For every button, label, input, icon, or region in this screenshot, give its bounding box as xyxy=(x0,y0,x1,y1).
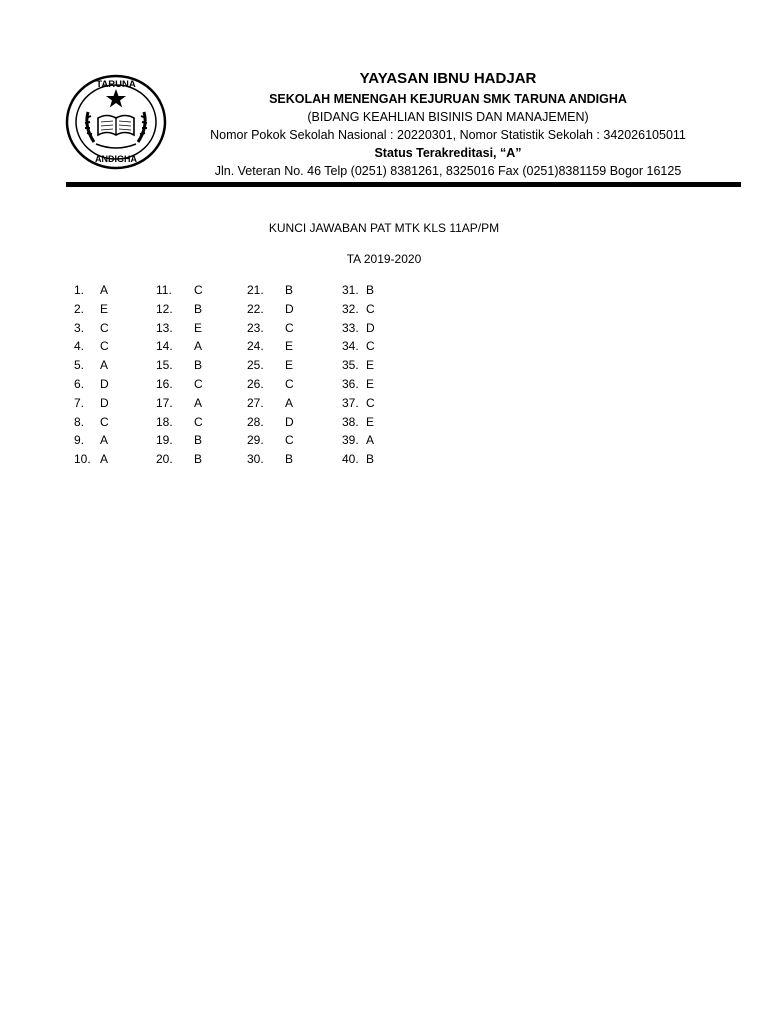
question-number: 7. xyxy=(74,395,85,410)
answer-row xyxy=(74,281,134,300)
answer-row xyxy=(342,394,402,413)
question-number: 16. xyxy=(156,376,173,391)
registration-numbers: Nomor Pokok Sekolah Nasional : 20220301, Nomor Statistik Sekolah : 342026105011 xyxy=(210,128,686,142)
letterhead-divider xyxy=(66,182,741,187)
answer-row xyxy=(74,337,134,356)
question-number: 39. xyxy=(342,433,359,448)
question-number: 38. xyxy=(342,414,359,429)
answer-letter: E xyxy=(285,339,294,354)
question-number: 9. xyxy=(74,433,85,448)
answer-letter: C xyxy=(285,320,294,335)
answer-column xyxy=(74,281,134,469)
question-number: 36. xyxy=(342,376,359,391)
question-number: 12. xyxy=(156,301,173,316)
question-number: 22. xyxy=(247,301,264,316)
answer-row xyxy=(156,300,216,319)
logo-top-text: TARUNA xyxy=(96,79,136,90)
document-title: KUNCI JAWABAN PAT MTK KLS 11AP/PM xyxy=(268,221,500,235)
question-number: 29. xyxy=(247,433,264,448)
question-number: 4. xyxy=(74,339,85,354)
question-number: 15. xyxy=(156,358,173,373)
answer-letter: E xyxy=(100,301,109,316)
expertise-field: (BIDANG KEAHLIAN BISINIS DAN MANAJEMEN) xyxy=(307,110,589,124)
answer-letter: B xyxy=(194,301,203,316)
question-number: 2. xyxy=(74,301,85,316)
answer-letter: C xyxy=(366,301,375,316)
answer-column xyxy=(156,281,216,469)
answer-letter: D xyxy=(100,376,109,391)
answer-letter: C xyxy=(366,339,375,354)
answer-letter: E xyxy=(366,414,375,429)
answer-row xyxy=(247,413,307,432)
answer-letter: B xyxy=(366,283,375,297)
question-number: 20. xyxy=(156,452,173,467)
answer-row xyxy=(247,337,307,356)
answer-row xyxy=(342,450,402,469)
answer-row xyxy=(247,356,307,375)
answer-letter: A xyxy=(100,358,109,373)
answer-row xyxy=(247,319,307,338)
answer-row xyxy=(156,337,216,356)
answer-letter: C xyxy=(366,395,375,410)
question-number: 1. xyxy=(74,283,85,297)
answer-row xyxy=(74,300,134,319)
question-number: 3. xyxy=(74,320,85,335)
question-number: 6. xyxy=(74,376,85,391)
answer-row xyxy=(156,281,216,300)
taruna-andigha-emblem-icon xyxy=(64,72,168,172)
question-number: 5. xyxy=(74,358,85,373)
answer-row xyxy=(342,337,402,356)
answer-letter: E xyxy=(194,320,203,335)
answer-letter: C xyxy=(194,283,203,297)
answer-letter: C xyxy=(194,414,203,429)
answer-row xyxy=(342,356,402,375)
answer-letter: A xyxy=(194,395,203,410)
answer-letter: D xyxy=(366,320,375,335)
answer-column xyxy=(342,281,402,469)
question-number: 27. xyxy=(247,395,264,410)
answer-row xyxy=(247,394,307,413)
answer-letter: C xyxy=(285,433,294,448)
answer-row xyxy=(342,300,402,319)
answer-letter: C xyxy=(194,376,203,391)
answer-row xyxy=(74,431,134,450)
answer-letter: B xyxy=(285,452,294,467)
question-number: 37. xyxy=(342,395,359,410)
answer-key-grid xyxy=(74,281,414,471)
answer-letter: C xyxy=(100,339,109,354)
question-number: 10. xyxy=(74,452,91,467)
answer-row xyxy=(156,356,216,375)
question-number: 33. xyxy=(342,320,359,335)
question-number: 11. xyxy=(156,283,172,297)
school-name: SEKOLAH MENENGAH KEJURUAN SMK TARUNA ANDIGHA xyxy=(269,92,627,106)
answer-letter: E xyxy=(285,358,294,373)
logo-bottom-text: ANDIGHA xyxy=(95,154,137,164)
answer-letter: B xyxy=(285,283,294,297)
answer-row xyxy=(156,375,216,394)
answer-letter: D xyxy=(285,301,294,316)
question-number: 24. xyxy=(247,339,264,354)
question-number: 34. xyxy=(342,339,359,354)
question-number: 40. xyxy=(342,452,359,467)
answer-letter: A xyxy=(100,433,109,448)
question-number: 25. xyxy=(247,358,264,373)
answer-letter: A xyxy=(194,339,203,354)
answer-letter: E xyxy=(366,376,375,391)
answer-letter: B xyxy=(366,452,375,467)
answer-column xyxy=(247,281,307,469)
answer-row xyxy=(74,394,134,413)
academic-year: TA 2019-2020 xyxy=(346,252,422,266)
question-number: 21. xyxy=(247,283,264,297)
question-number: 19. xyxy=(156,433,173,448)
answer-row xyxy=(156,413,216,432)
answer-row xyxy=(247,300,307,319)
answer-letter: C xyxy=(100,320,109,335)
question-number: 8. xyxy=(74,414,85,429)
foundation-name: YAYASAN IBNU HADJAR xyxy=(359,70,537,87)
answer-row xyxy=(156,431,216,450)
answer-row xyxy=(247,431,307,450)
answer-row xyxy=(74,319,134,338)
answer-row xyxy=(156,450,216,469)
question-number: 26. xyxy=(247,376,264,391)
answer-letter: B xyxy=(194,358,203,373)
question-number: 35. xyxy=(342,358,359,373)
answer-letter: B xyxy=(194,452,203,467)
answer-row xyxy=(342,281,402,300)
answer-row xyxy=(342,375,402,394)
answer-letter: A xyxy=(366,433,375,448)
question-number: 23. xyxy=(247,320,264,335)
school-logo xyxy=(64,72,168,172)
answer-row xyxy=(342,413,402,432)
answer-letter: A xyxy=(100,452,109,467)
answer-letter: B xyxy=(194,433,203,448)
question-number: 17. xyxy=(156,395,173,410)
answer-row xyxy=(342,319,402,338)
question-number: 14. xyxy=(156,339,173,354)
question-number: 32. xyxy=(342,301,359,316)
question-number: 28. xyxy=(247,414,264,429)
answer-letter: A xyxy=(100,283,109,297)
question-number: 31. xyxy=(342,283,359,297)
answer-letter: E xyxy=(366,358,375,373)
question-number: 18. xyxy=(156,414,173,429)
question-number: 13. xyxy=(156,320,173,335)
letterhead xyxy=(190,68,706,180)
answer-row xyxy=(156,319,216,338)
school-address: Jln. Veteran No. 46 Telp (0251) 8381261, 8325016 Fax (0251)8381159 Bogor 16125 xyxy=(214,164,682,178)
answer-row xyxy=(74,356,134,375)
answer-row xyxy=(156,394,216,413)
accreditation-status: Status Terakreditasi, “A” xyxy=(374,146,522,160)
answer-row xyxy=(342,431,402,450)
answer-row xyxy=(74,450,134,469)
answer-row xyxy=(74,375,134,394)
answer-row xyxy=(247,281,307,300)
answer-letter: A xyxy=(285,395,294,410)
answer-row xyxy=(247,450,307,469)
answer-row xyxy=(74,413,134,432)
answer-row xyxy=(247,375,307,394)
answer-letter: C xyxy=(285,376,294,391)
question-number: 30. xyxy=(247,452,264,467)
answer-letter: D xyxy=(285,414,294,429)
answer-letter: D xyxy=(100,395,109,410)
answer-letter: C xyxy=(100,414,109,429)
